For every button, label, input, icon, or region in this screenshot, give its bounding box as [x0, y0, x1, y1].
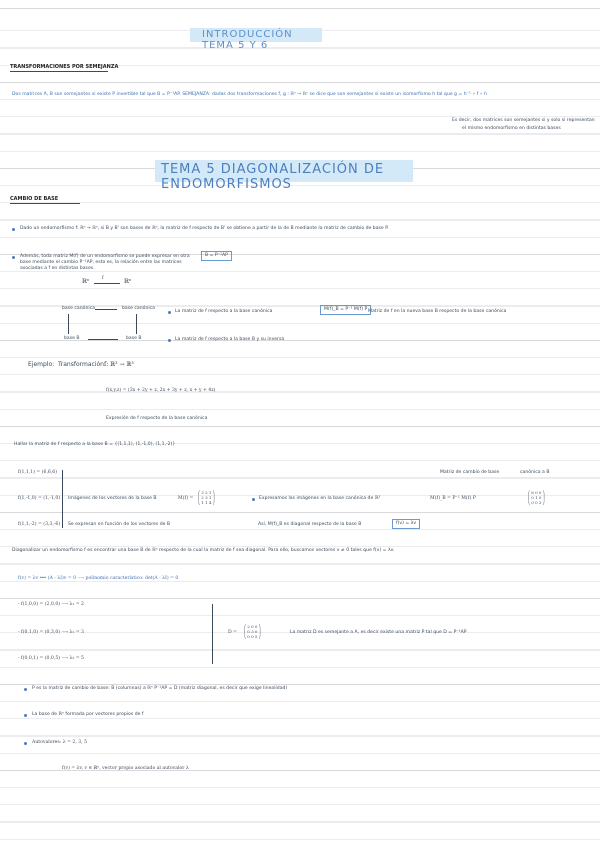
bullet-s2-2: [24, 742, 27, 745]
col1-note-1: Imágenes de los vectores de la base B: [68, 496, 157, 501]
heading-underline: [10, 71, 108, 72]
diagram-arrow-label: f: [102, 276, 104, 281]
section2-row-3: - f(0,0,1) = (0,0,5) ⟶ λ₃ = 5: [18, 656, 84, 661]
diagram-mid-arrow: [95, 309, 117, 310]
p2-formula-box: B = P⁻¹AP: [201, 251, 232, 261]
col1-a: f(1,1,1) = (6,6,6): [18, 470, 58, 475]
diagram-bottom-arrow: [88, 339, 118, 340]
right-sublabel: canónica a B: [520, 470, 550, 475]
diagram-note-2: Matriz de f en la nueva base B respecto de la base canónica: [368, 309, 507, 314]
right-formula: M(f)_B = P⁻¹ M(f) P: [430, 496, 476, 501]
col1-brace: [62, 470, 63, 528]
diagram-left-bottom: base B: [64, 336, 80, 341]
section2-right-note: La matriz D es semejante a A, es decir existe una matriz P tal que D = P⁻¹AP: [290, 630, 467, 635]
conclusion-bullet: [24, 688, 27, 691]
note-line-2: el mismo endomorfismo en distintas bases: [462, 126, 561, 131]
right-matrix: ⎛ 6 0 0 ⎞ ⎜ 0 1 0 ⎟ ⎝ 0 0 3 ⎠: [528, 490, 545, 505]
diagram-left-top: base canónica: [62, 306, 96, 311]
bullet-s2-1: [24, 714, 27, 717]
section2-eq1: f(v) = λv ⟺ (A - λI)v = 0 ⟶ polinomio característico: det(A - λI) = 0: [18, 576, 179, 581]
diagram-right-vertical: [136, 314, 137, 334]
col1-note-2: Se expresan en función de los vectores de B: [68, 522, 171, 527]
bottom-box: f(v) = λv: [392, 519, 420, 529]
diagram-right-top: base canónica: [122, 306, 156, 311]
mid-note: Expresamos las imágenes en la base canónica de ℝ³: [259, 496, 381, 501]
section2-bullet-2: Autovalores: λ = 2, 3, 5: [32, 740, 88, 745]
right-matrix-label: D =: [228, 630, 237, 635]
section2-intro: Diagonalizar un endomorfismo f es encontrar una base B de ℝⁿ respecto de la cual la matriz de f sea diagonal. Para ello, buscamos vectores v ≠ 0 tales que f(v) = λv.: [12, 548, 395, 553]
diagram-bullet-2: [168, 339, 171, 342]
diagram-right-bottom: base B: [126, 336, 142, 341]
diagram-top-left: ℝⁿ: [82, 278, 90, 285]
example-label: Ejemplo:: [28, 361, 55, 368]
mid-matrix-label: M(f) =: [178, 496, 194, 501]
mid-bullet: [252, 498, 255, 501]
conclusion: P es la matriz de cambio de base: B (columnas) a ℝⁿ P⁻¹AP = D (matriz diagonal, es decir que exige linealidad): [32, 686, 288, 691]
example-map: f: ℝ³ → ℝ³: [104, 361, 134, 368]
top-title-banner: [190, 28, 322, 51]
right-label: Matriz de cambio de base: [440, 470, 500, 475]
step-heading: Hallar la matriz de f respecto a la base B = {(1,1,1), (1,-1,0), (1,1,-2)}: [14, 442, 176, 447]
diagram-note-3: La matriz de f respecto a la base B y su inversa: [175, 337, 285, 342]
diagram-formula-box: M(f)_B = P⁻¹ M(f) P: [320, 305, 371, 315]
diagram-top-right: ℝⁿ: [124, 278, 132, 285]
subheading-underline: [10, 203, 80, 204]
diagram-left-vertical: [68, 314, 69, 334]
diagram-note-1: La matriz de f respecto a la base canónica: [175, 309, 273, 314]
bottom-note: Así, M(f)_B es diagonal respecto de la base B: [258, 522, 362, 527]
diagonal-matrix: ⎛ 2 0 0 ⎞ ⎜ 0 3 0 ⎟ ⎝ 0 0 5 ⎠: [244, 624, 261, 639]
intro-line: Dos matrices A, B son semejantes si existe P invertible tal que B = P⁻¹AP. SEMEJANZA: dadas dos transformaciones f, g : ℝⁿ → ℝⁿ se dice que son semejantes si existe un isomorfismo h tal que g = h⁻¹ ∘ f ∘ h: [12, 92, 488, 97]
section2-brace: [212, 604, 213, 664]
chapter-title-banner: [155, 160, 413, 192]
col1-b: f(1,-1,0) = (1,-1,0): [18, 496, 61, 501]
col1-c: f(1,1,-2) = (3,3,-6): [18, 522, 61, 527]
section2-bullet-1: La base de ℝⁿ formada por vectores propios de f: [32, 712, 144, 717]
chapter-title: TEMA 5 DIAGONALIZACIÓN DE ENDOMORFISMOS: [161, 162, 385, 192]
section-heading: TRANSFORMACIONES POR SEMEJANZA: [10, 64, 119, 70]
paragraph-2: Además, toda matriz M(f) de un endomorfismo se puede expresar en otra base mediante el cambio P⁻¹AP, esto es, la relación entre las matrices asociadas a f en distintas bases.: [20, 254, 190, 271]
subheading: CAMBIO DE BASE: [10, 196, 59, 202]
mid-matrix: ⎛ 3 2 1 ⎞ ⎜ 2 3 1 ⎟ ⎝ 1 1 4 ⎠: [198, 490, 215, 505]
diagram-top-arrow: [94, 283, 120, 284]
diagram-bullet-1: [168, 311, 171, 314]
section2-row-2: - f(0,1,0) = (0,3,0) ⟶ λ₂ = 3: [18, 630, 84, 635]
bullet-1: [12, 228, 15, 231]
example-caption: Expresión de f respecto de la base canónica: [106, 416, 208, 421]
section2-bullet-3: f(v) = λv, v ∈ ℝⁿ, vector propio asociado al autovalor λ: [62, 766, 189, 771]
note-line-1: Es decir, dos matrices son semejantes si y solo si representan: [452, 118, 595, 123]
page-title: INTRODUCCIÓN TEMA 5 Y 6: [202, 29, 293, 51]
section2-row-1: - f(1,0,0) = (2,0,0) ⟶ λ₁ = 2: [18, 602, 84, 607]
example-formula: f(x,y,z) = (3x + 2y + z, 2x + 3y + z, x + y + 4z): [106, 388, 216, 393]
example-label-2: Transformación: [58, 361, 104, 368]
paragraph-1: Dado un endomorfismo f: ℝⁿ → ℝⁿ, si B y B' son bases de ℝⁿ, la matriz de f respecto de B' se obtiene a partir de la de B mediante la matriz de cambio de base P.: [20, 226, 389, 231]
bullet-2: [12, 256, 15, 259]
